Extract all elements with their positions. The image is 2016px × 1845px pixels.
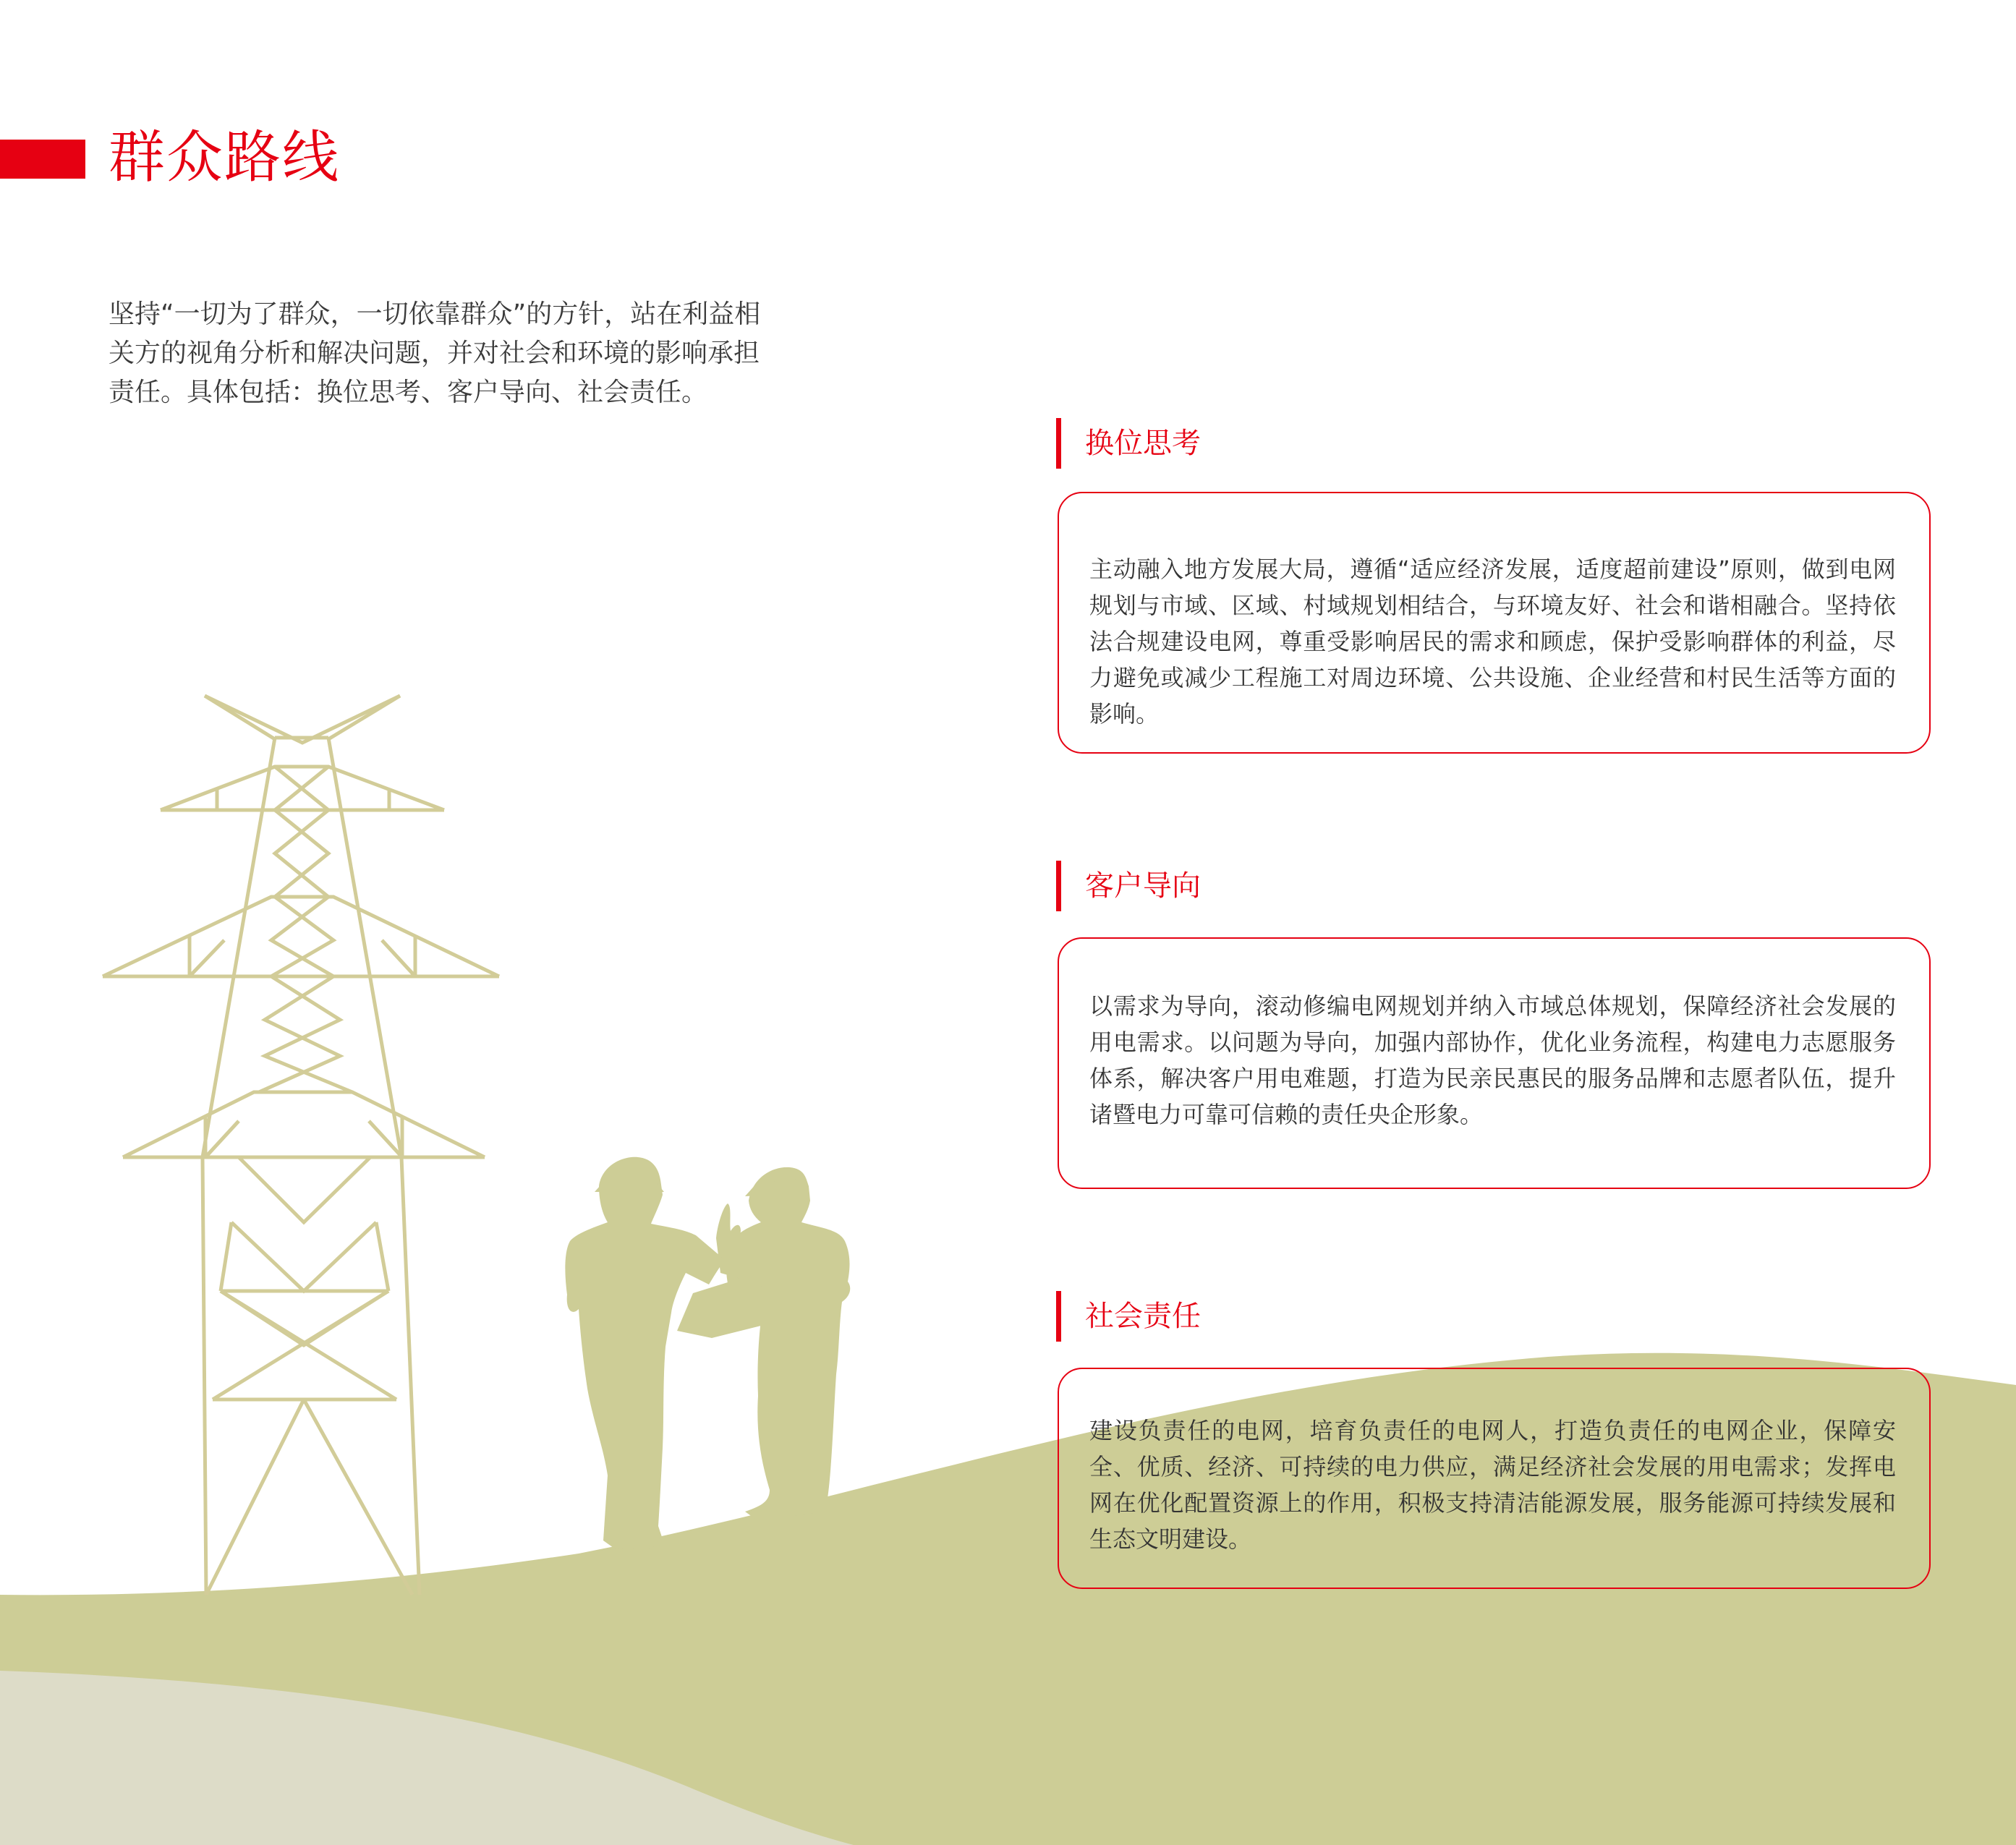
title-accent-bar [0,140,85,179]
page-title: 群众路线 [109,125,341,190]
section-card [1058,1368,1931,1589]
section-body: 主动融入地方发展大局，遵循“适应经济发展，适度超前建设”原则，做到电网规划与市域、区域、村域规划相结合，与环境友好、社会和谐相融合。坚持依法合规建设电网，尊重受影响居民的需求和顾虑，保护受影响群体的利益，尽力避免或减少工程施工对周边环境、公共设施、企业经营和村民生活等方面的影响。 [1089,555,1896,728]
section-title: 换位思考 [1085,427,1201,460]
section-social-responsibility [1056,1291,1935,1553]
section-heading [1056,418,1935,469]
section-marker [1056,418,1061,469]
section-body: 建设负责任的电网，培育负责任的电网人，打造负责任的电网企业，保障安全、优质、经济、可持续的电力供应，满足经济社会发展的用电需求；发挥电网在优化配置资源上的作用，积极支持清洁能源发展，服务能源可持续发展和生态文明建设。 [1089,1417,1896,1553]
section-body: 以需求为导向，滚动修编电网规划并纳入市域总体规划，保障经济社会发展的用电需求。以问题为导向，加强内部协作，优化业务流程，构建电力志愿服务体系，解决客户用电难题，打造为民亲民惠民的服务品牌和志愿者队伍，提升诸暨电力可靠可信赖的责任央企形象。 [1089,992,1896,1128]
section-marker [1056,1291,1061,1342]
section-heading [1056,861,1935,911]
section-title: 社会责任 [1085,1300,1201,1333]
workers-silhouette-icon [565,1157,850,1549]
section-card [1058,937,1931,1189]
transmission-tower-icon [103,696,499,1595]
section-marker [1056,861,1061,911]
section-card [1058,492,1931,754]
intro-paragraph: 坚持“一切为了群众，一切依靠群众”的方针，站在利益相关方的视角分析和解决问题，并对社会和环境的影响承担责任。具体包括：换位思考、客户导向、社会责任。 [109,299,761,407]
section-customer-orientation [1056,861,1935,1128]
section-perspective-taking [1056,418,1935,728]
section-heading [1056,1291,1935,1342]
section-title: 客户导向 [1085,869,1201,903]
